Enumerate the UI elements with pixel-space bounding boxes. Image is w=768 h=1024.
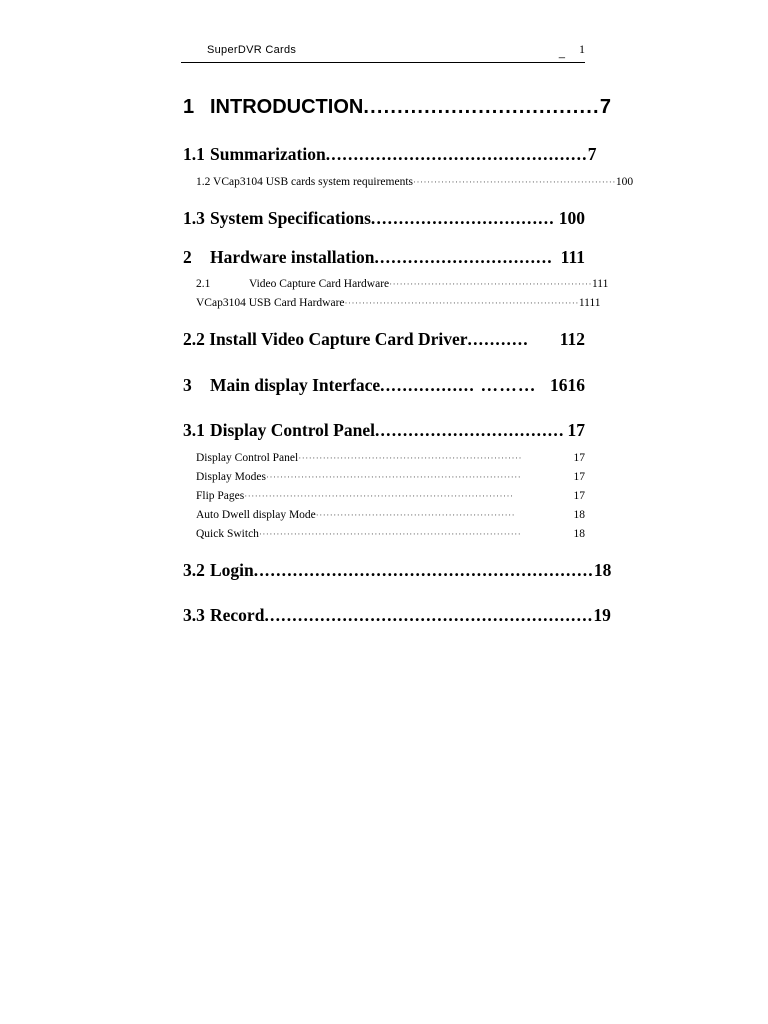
toc-number: 2	[183, 247, 192, 267]
toc-page: 17	[573, 452, 585, 464]
toc-leader: ..................................	[374, 420, 565, 440]
toc-number: 2.1	[196, 278, 211, 290]
toc-entry-video-capture-hardware[interactable]	[196, 278, 609, 290]
toc-leader: ···········································································	[258, 529, 522, 539]
toc-page: 7	[599, 96, 611, 118]
toc-page: 17	[573, 471, 585, 483]
toc-page: 111	[591, 278, 609, 290]
toc-entry-flip-pages[interactable]	[196, 490, 585, 502]
toc-number: 3	[183, 375, 192, 395]
toc-leader: ···································································	[344, 298, 579, 308]
page-number: 1	[579, 42, 585, 56]
toc-entry-auto-dwell[interactable]	[196, 509, 585, 521]
toc-leader: ··························································	[412, 177, 616, 187]
toc-page: 17	[567, 420, 585, 440]
toc-title: Quick Switch	[196, 528, 259, 540]
toc-leader: ·········································································	[265, 472, 522, 482]
toc-leader: ...........................................................	[264, 605, 594, 625]
toc-title: INTRODUCTION	[210, 96, 364, 118]
toc-page: 100	[615, 176, 634, 188]
toc-number: 3.3	[183, 605, 205, 625]
toc-entry-introduction[interactable]	[183, 96, 611, 119]
toc-number: 1.3	[183, 208, 205, 228]
toc-title: Auto Dwell display Mode	[196, 509, 316, 521]
toc-leader: ··························································	[389, 279, 592, 289]
toc-page: 7	[587, 144, 597, 164]
toc-entry-display-control-panel-sub[interactable]	[196, 452, 585, 464]
toc-entry-record[interactable]	[183, 605, 611, 626]
toc-leader: .................................	[370, 208, 555, 228]
toc-entry-usb-card-hardware[interactable]	[196, 297, 601, 309]
toc-leader: ................................	[374, 247, 553, 267]
toc-leader: ·············································································	[244, 491, 514, 501]
toc-title: Display Modes	[196, 471, 266, 483]
toc-number: 3.1	[183, 420, 205, 440]
toc-title: System Specifications	[210, 208, 371, 228]
toc-title: Hardware installation	[210, 247, 375, 267]
toc-leader: ................. ………	[380, 375, 537, 395]
toc-page: 18	[593, 560, 612, 580]
toc-title: Summarization	[210, 144, 326, 164]
toc-title: 1.2 VCap3104 USB cards system requirements	[196, 176, 413, 188]
toc-leader: ...............................................	[325, 144, 588, 164]
header-marker: _	[558, 47, 565, 59]
document-name: SuperDVR Cards	[207, 44, 297, 56]
toc-title: Login	[210, 560, 254, 580]
toc-page: 112	[559, 329, 585, 349]
toc-entry-main-display-interface[interactable]	[183, 375, 585, 396]
toc-page: 17	[573, 490, 585, 502]
toc-entry-display-modes[interactable]	[196, 471, 585, 483]
toc-entry-display-control-panel[interactable]	[183, 420, 585, 441]
toc-title: Video Capture Card Hardware	[249, 278, 390, 290]
toc-title: Display Control Panel	[196, 452, 299, 464]
toc-number: 3.2	[183, 560, 205, 580]
toc-entry-login[interactable]	[183, 560, 612, 581]
toc-title: Record	[210, 605, 265, 625]
toc-number: 1	[183, 96, 195, 118]
toc-page: 100	[558, 208, 585, 228]
toc-title: 2.2 Install Video Capture Card Driver	[183, 329, 468, 349]
page-header	[181, 42, 585, 63]
toc-entry-install-driver[interactable]	[183, 329, 585, 350]
toc-leader: .............................................................	[253, 560, 594, 580]
toc-page: 19	[593, 605, 611, 625]
toc-page: 1111	[578, 297, 601, 309]
toc-entry-system-requirements[interactable]	[196, 176, 634, 188]
toc-title: VCap3104 USB Card Hardware	[196, 297, 345, 309]
toc-entry-summarization[interactable]	[183, 144, 597, 165]
toc-leader: ·························································	[315, 510, 516, 520]
toc-title: Display Control Panel	[210, 420, 375, 440]
toc-entry-quick-switch[interactable]	[196, 528, 585, 540]
toc-leader: ································································	[298, 453, 523, 463]
toc-number: 1.1	[183, 144, 205, 164]
toc-page: 18	[573, 528, 585, 540]
toc-title: Flip Pages	[196, 490, 245, 502]
toc-leader: ...........	[467, 329, 529, 349]
toc-entry-system-specifications[interactable]	[183, 208, 585, 229]
toc-page: 18	[573, 509, 585, 521]
toc-page: 111	[560, 247, 585, 267]
toc-entry-hardware-installation[interactable]	[183, 247, 585, 268]
toc-title: Main display Interface	[210, 375, 381, 395]
toc-leader: ...................................	[363, 96, 600, 118]
toc-page: 1616	[550, 375, 585, 395]
